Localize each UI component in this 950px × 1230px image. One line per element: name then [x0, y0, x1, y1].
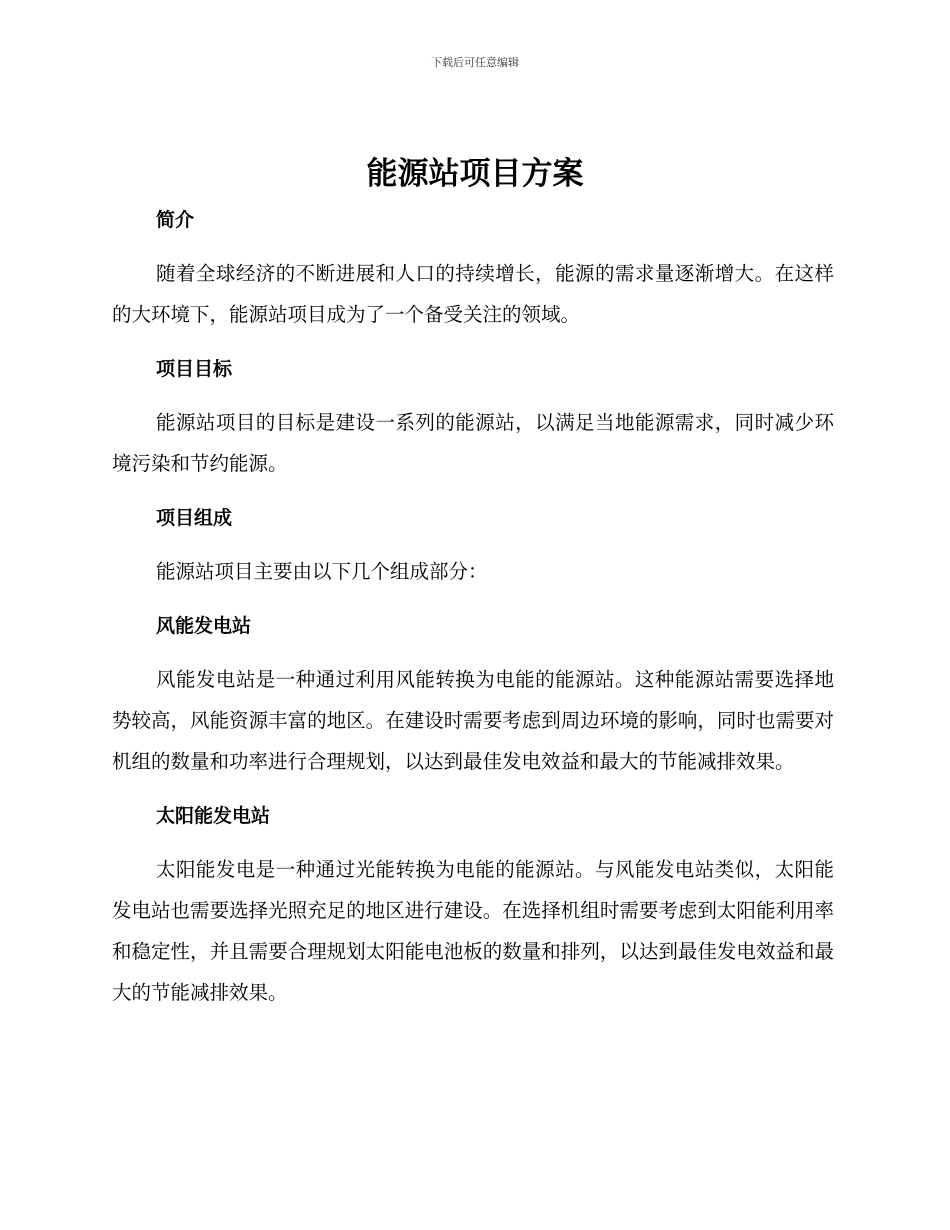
section-paragraph-goals: 能源站项目的目标是建设一系列的能源站，以满足当地能源需求，同时减少环境污染和节约能源。 — [112, 411, 834, 475]
section-paragraph-intro: 随着全球经济的不断进展和人口的持续增长，能源的需求量逐渐增大。在这样的大环境下，能源站项目成为了一个备受关注的领域。 — [112, 262, 834, 326]
section-heading-goals: 项目目标 — [156, 358, 233, 380]
section-paragraph-wind: 风能发电站是一种通过利用风能转换为电能的能源站。这种能源站需要选择地势较高，风能资源丰富的地区。在建设时需要考虑到周边环境的影响，同时也需要对机组的数量和功率进行合理规划，以达到最佳发电效益和最大的节能减排效果。 — [112, 668, 834, 773]
section-paragraph-composition: 能源站项目主要由以下几个组成部分： — [156, 560, 488, 583]
section-heading-solar: 太阳能发电站 — [156, 805, 271, 827]
section-heading-intro: 简介 — [156, 209, 195, 231]
header-note: 下载后可任意编辑 — [431, 56, 519, 69]
section-heading-wind: 风能发电站 — [156, 615, 252, 637]
section-paragraph-solar: 太阳能发电是一种通过光能转换为电能的能源站。与风能发电站类似，太阳能发电站也需要选择光照充足的地区进行建设。在选择机组时需要考虑到太阳能利用率和稳定性，并且需要合理规划太阳能电池板的数量和排列，以达到最佳发电效益和最大的节能减排效果。 — [112, 858, 834, 1004]
section-heading-composition: 项目组成 — [156, 507, 233, 529]
document-body — [112, 201, 834, 1013]
page-title: 能源站项目方案 — [366, 156, 584, 192]
